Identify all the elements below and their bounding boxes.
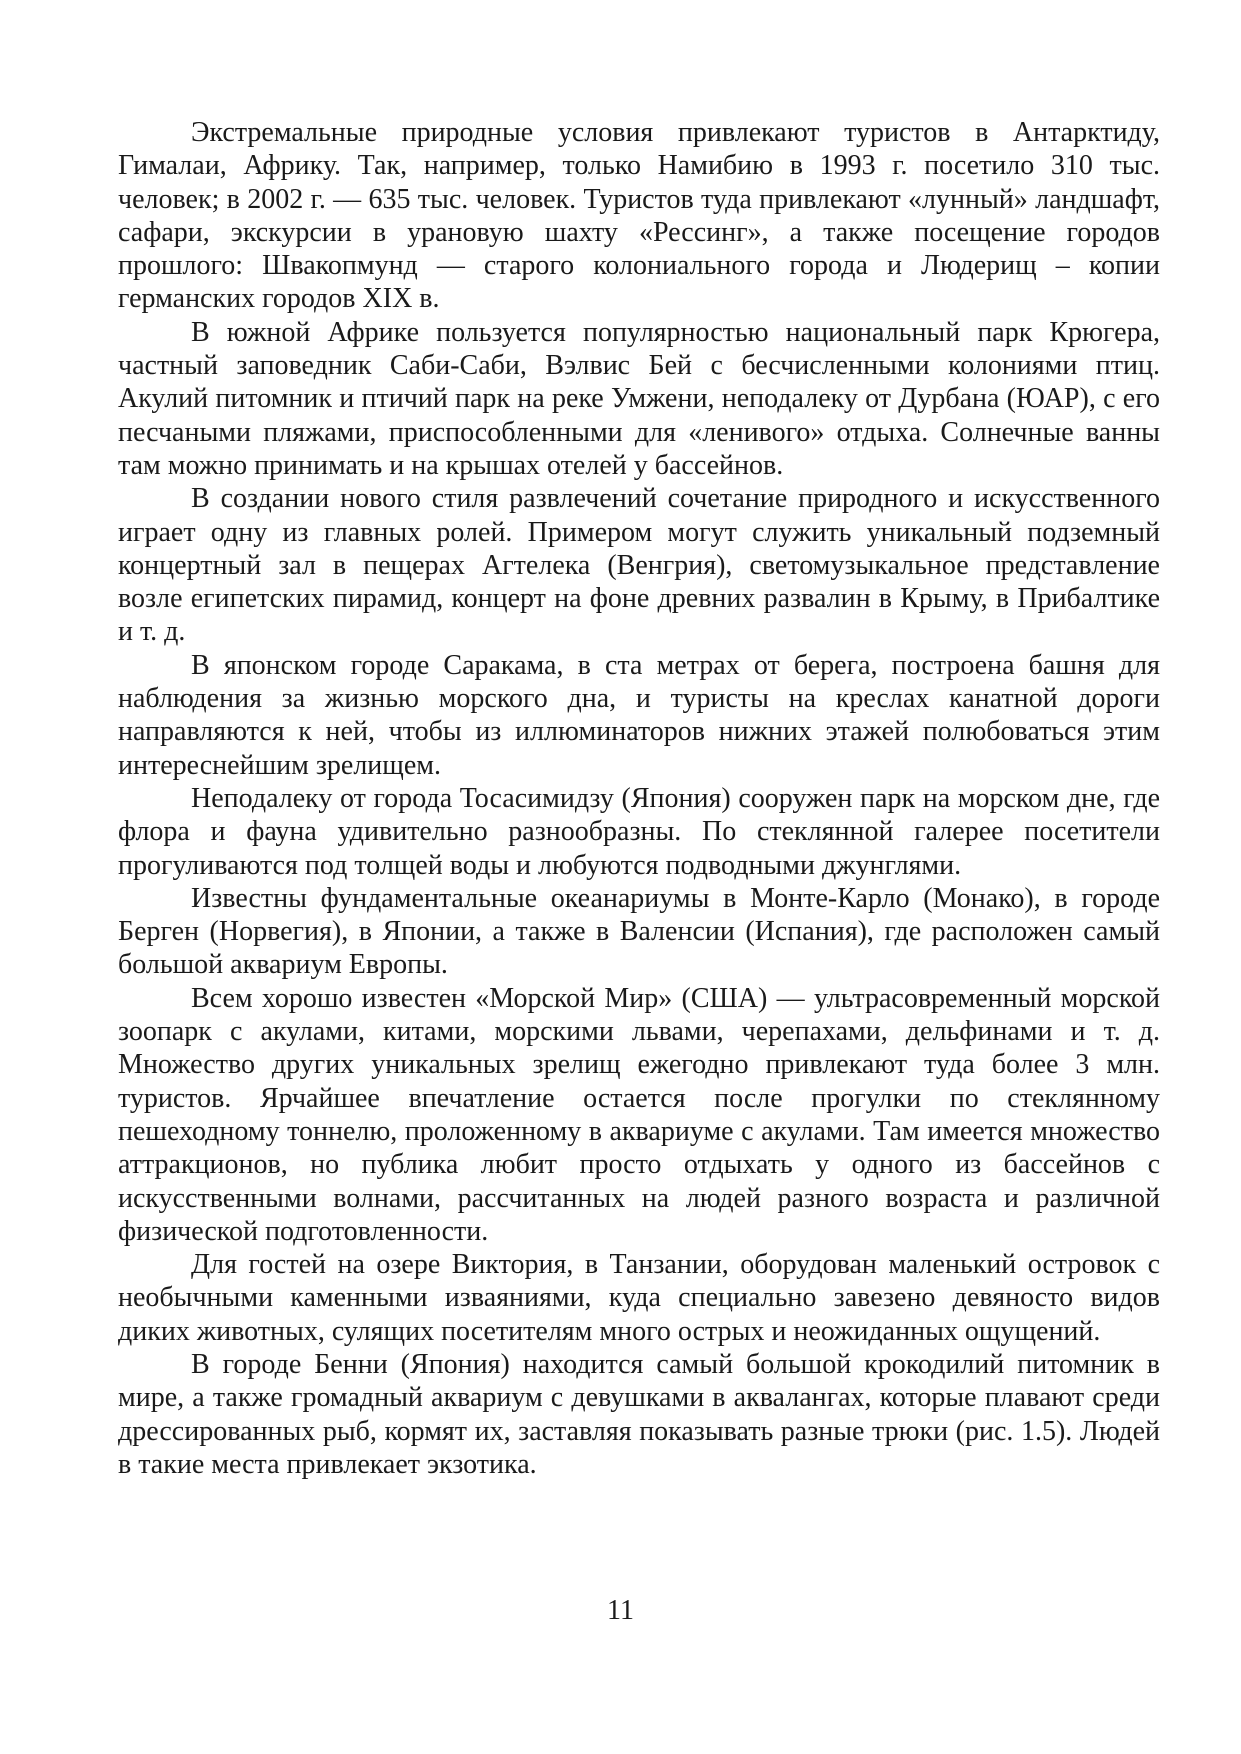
paragraph-lake-victoria: Для гостей на озере Виктория, в Танзании, оборудован маленький островок с необычными каменными изваяниями, куда специально завезено девяносто видов диких животных, сулящих посетителям много острых и неожиданных ощущений.: [118, 1249, 1160, 1347]
paragraph-extreme-nature: Экстремальные природные условия привлекают туристов в Антарктиду, Гималаи, Африку. Так, например, только Намибию в 1993 г. посетило 310 тыс. человек; в 2002 г. — 635 тыс. человек. Туристов туда привлекают «лунный» ландшафт, сафари, экскурсии в урановую шахту «Рессинг», а также посещение городов прошлого: Швакопмунд — старого колониального города и Людерищ – копии германских городов XIX в.: [118, 117, 1160, 315]
paragraph-oceanariums: Известны фундаментальные океанариумы в Монте-Карло (Монако), в городе Берген (Норвегия), в Японии, а также в Валенсии (Испания), где расположен самый большой аквариум Европы.: [118, 882, 1160, 981]
paragraph-south-africa: В южной Африке пользуется популярностью национальный парк Крюгера, частный заповедник Саби-Саби, Вэлвис Бей с бесчисленными колониями птиц. Акулий питомник и птичий парк на реке Умжени, неподалеку от Дурбана (ЮАР), с его песчаными пляжами, приспособленными для «ленивого» отдыха. Солнечные ванны там можно принимать и на крышах отелей у бассейнов.: [118, 316, 1160, 481]
page-number: 11: [607, 1595, 634, 1626]
paragraph-sea-world: Всем хорошо известен «Морской Мир» (США) — ультрасовременный морской зоопарк с акулами, китами, морскими львами, черепахами, дельфинами и т. д. Множество других уникальных зрелищ ежегодно привлекают туда более 3 млн. туристов. Ярчайшее впечатление остается после прогулки по стеклянному пешеходному тоннелю, проложенному в аквариуме с акулами. Там имеется множество аттракционов, но публика любит просто отдыхать у одного из бассейнов с искусственными волнами, рассчитанных на людей разного возраста и различной физической подготовленности.: [118, 982, 1160, 1247]
paragraph-entertainment-style: В создании нового стиля развлечений сочетание природного и искусственного играет одну из главных ролей. Примером могут служить уникальный подземный концертный зал в пещерах Агтелека (Венгрия), светомузыкальное представление возле египетских пирамид, концерт на фоне древних развалин в Крыму, в Прибалтике и т. д.: [118, 483, 1160, 648]
paragraph-benni-crocodiles: В городе Бенни (Япония) находится самый большой крокодилий питомник в мире, а также громадный аквариум с девушками в аквалангах, которые плавают среди дрессированных рыб, кормят их, заставляя показывать разные трюки (рис. 1.5). Людей в такие места привлекает экзотика.: [118, 1348, 1160, 1480]
paragraph-sarakama-tower: В японском городе Саракама, в ста метрах от берега, построена башня для наблюдения за жизнью морского дна, и туристы на креслах канатной дороги направляются к ней, чтобы из иллюминаторов нижних этажей полюбоваться этим интереснейшим зрелищем.: [118, 649, 1160, 781]
document-body: [118, 116, 1160, 1481]
paragraph-tosashimizu-park: Неподалеку от города Тосасимидзу (Япония) сооружен парк на морском дне, где флора и фауна удивительно разнообразны. По стеклянной галерее посетители прогуливаются под толщей воды и любуются подводными джунглями.: [118, 782, 1160, 881]
